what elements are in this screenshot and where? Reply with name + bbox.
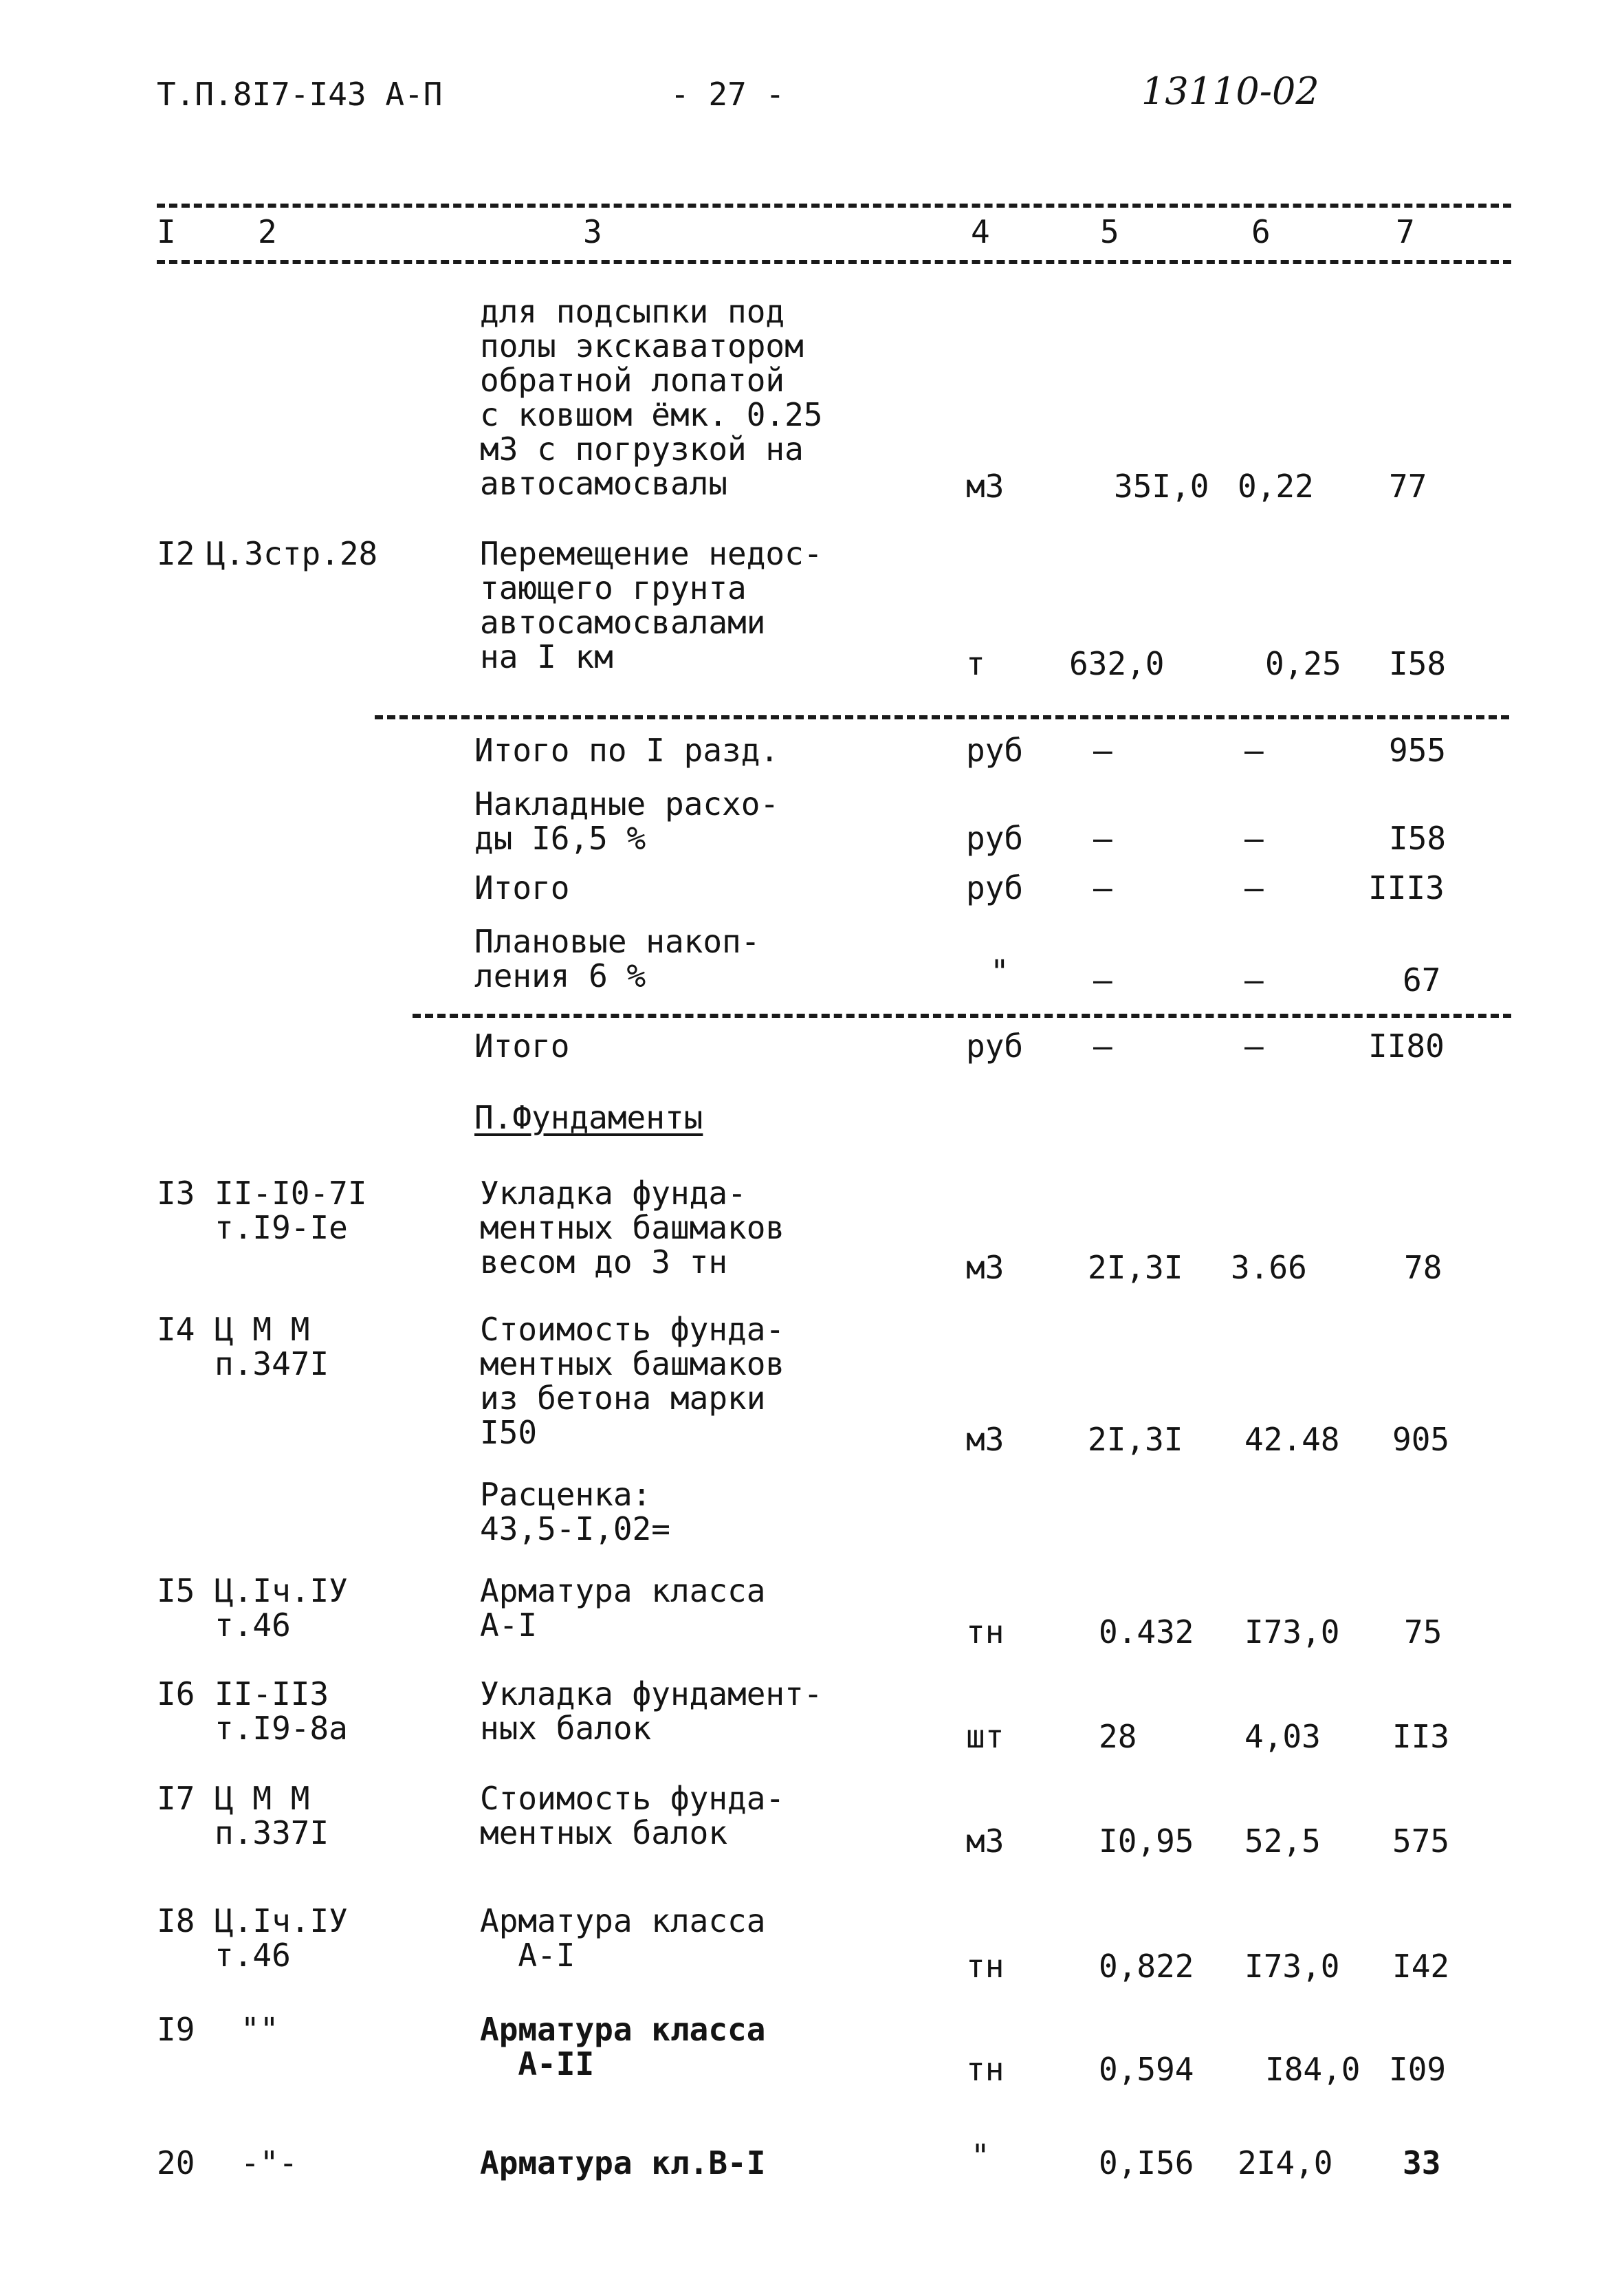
planned-savings-label: Плановые накоп- ления 6 % [474, 923, 760, 994]
row-description: Перемещение недос- тающего грунта автосамосвалами на I км [480, 535, 823, 675]
subtotal-unit: руб [966, 869, 1024, 906]
total-unit: руб [966, 732, 1024, 769]
row-reference: Ц М М п.347I [215, 1311, 329, 1382]
row-total: 77 [1389, 468, 1427, 505]
row-number: I3 [157, 1175, 195, 1212]
row-number: I8 [157, 1902, 195, 1939]
row-description: Арматура класса А-I [480, 1902, 766, 1974]
row-unit: м3 [966, 1249, 1005, 1286]
row-number: I6 [157, 1675, 195, 1712]
row-number: I7 [157, 1780, 195, 1817]
grand-total-value: II80 [1368, 1027, 1445, 1065]
grand-total-unit: руб [966, 1027, 1024, 1065]
overhead-value: I58 [1389, 820, 1447, 857]
row-reference: II-I0-7I т.I9-Iе [215, 1175, 367, 1246]
row-reference: Ц М М п.337I [215, 1780, 329, 1851]
page-number: - 27 - [670, 76, 785, 113]
row-total: 75 [1404, 1613, 1442, 1651]
row-total: 905 [1392, 1421, 1450, 1458]
row-number: I2 [157, 535, 195, 572]
row-quantity: 0.432 [1099, 1613, 1194, 1651]
row-description: Стоимость фунда- ментных башмаков из бетона марки I50 [480, 1311, 785, 1451]
row-description: Укладка фундамент- ных балок [480, 1675, 823, 1747]
row-description: Арматура класса А-I [480, 1572, 766, 1644]
row-quantity: 0,594 [1099, 2051, 1194, 2088]
row-quantity: 35I,0 [1114, 468, 1209, 505]
overhead-quantity: – [1093, 820, 1112, 857]
row-quantity: 632,0 [1069, 645, 1165, 682]
total-value: 955 [1389, 732, 1447, 769]
row-total: I58 [1389, 645, 1447, 682]
col-header-4: 4 [971, 213, 990, 250]
row-total: II3 [1392, 1718, 1450, 1755]
row-description: Арматура класса А-II [480, 2011, 766, 2082]
rate-note: Расценка: 43,5-I,02= [480, 1476, 670, 1547]
row-total: I42 [1392, 1948, 1450, 1985]
overhead-price: – [1244, 820, 1264, 857]
planned-savings-value: 67 [1403, 961, 1441, 999]
row-reference: "" [241, 2011, 279, 2048]
row-number: 20 [157, 2144, 195, 2181]
row-total: I09 [1389, 2051, 1447, 2088]
row-number: I9 [157, 2011, 195, 2048]
planned-savings-unit: " [990, 953, 1009, 990]
row-price: 0,22 [1238, 468, 1314, 505]
row-quantity: 28 [1099, 1718, 1137, 1755]
row-price: I84,0 [1265, 2051, 1361, 2088]
row-reference: Ц.Iч.IУ т.46 [215, 1902, 348, 1974]
total-price: – [1244, 732, 1264, 769]
planned-savings-price: – [1244, 961, 1264, 999]
row-reference: Ц.3стр.28 [206, 535, 378, 572]
row-total: 78 [1404, 1249, 1442, 1286]
row-price: 3.66 [1231, 1249, 1307, 1286]
row-unit: т [966, 645, 985, 682]
section-heading: П.Фундаменты [474, 1099, 703, 1136]
subtotal-value: III3 [1368, 869, 1445, 906]
row-quantity: I0,95 [1099, 1822, 1194, 1860]
row-quantity: 0,I56 [1099, 2144, 1194, 2181]
row-price: 2I4,0 [1238, 2144, 1333, 2181]
overhead-label: Накладные расхо- ды I6,5 % [474, 785, 780, 857]
overhead-unit: руб [966, 820, 1024, 857]
row-unit: тн [966, 1613, 1005, 1651]
row-price: 52,5 [1244, 1822, 1321, 1860]
row-reference: II-II3 т.I9-8а [215, 1675, 348, 1747]
col-header-5: 5 [1100, 213, 1119, 250]
row-price: 4,03 [1244, 1718, 1321, 1755]
col-header-7: 7 [1396, 213, 1415, 250]
row-description: Арматура кл.В-I [480, 2144, 766, 2181]
row-quantity: 2I,3I [1088, 1421, 1183, 1458]
row-quantity: 0,822 [1099, 1948, 1194, 1985]
col-header-3: 3 [583, 213, 602, 250]
grand-total-price: – [1244, 1027, 1264, 1065]
row-number: I4 [157, 1311, 195, 1348]
subtotal-quantity: – [1093, 869, 1112, 906]
grand-total-label: Итого [474, 1027, 570, 1065]
row-description: Укладка фунда- ментных башмаков весом до 3 тн [480, 1175, 785, 1281]
total-quantity: – [1093, 732, 1112, 769]
total-label: Итого по I разд. [474, 732, 780, 769]
row-unit: м3 [966, 468, 1005, 505]
row-unit: " [971, 2137, 990, 2175]
table-top-rule [157, 204, 1511, 208]
row-description: Стоимость фунда- ментных балок [480, 1780, 785, 1851]
grand-total-rule [413, 1014, 1511, 1018]
row-total: 33 [1403, 2144, 1441, 2181]
row-unit: м3 [966, 1421, 1005, 1458]
document-code: Т.П.8I7-I43 А-П [157, 76, 443, 113]
col-header-1: I [157, 213, 176, 250]
archive-number: 13110-02 [1141, 69, 1319, 113]
grand-total-quantity: – [1093, 1027, 1112, 1065]
header-bottom-rule [157, 260, 1511, 264]
row-unit: шт [966, 1718, 1005, 1755]
col-header-6: 6 [1251, 213, 1271, 250]
row-unit: тн [966, 2051, 1005, 2088]
row-price: I73,0 [1244, 1613, 1340, 1651]
row-price: 42.48 [1244, 1421, 1340, 1458]
subtotal-label: Итого [474, 869, 570, 906]
row-price: I73,0 [1244, 1948, 1340, 1985]
planned-savings-quantity: – [1093, 961, 1112, 999]
row-unit: тн [966, 1948, 1005, 1985]
col-header-2: 2 [258, 213, 277, 250]
row-number: I5 [157, 1572, 195, 1609]
subtotal-price: – [1244, 869, 1264, 906]
row-unit: м3 [966, 1822, 1005, 1860]
row-price: 0,25 [1265, 645, 1341, 682]
row-quantity: 2I,3I [1088, 1249, 1183, 1286]
section-total-rule [375, 715, 1509, 719]
row-reference: Ц.Iч.IУ т.46 [215, 1572, 348, 1644]
row-description: для подсыпки под полы экскаватором обратной лопатой с ковшом ёмк. 0.25 м3 с погрузкой на автосамосвалы [480, 293, 823, 502]
row-reference: -"- [241, 2144, 298, 2181]
row-total: 575 [1392, 1822, 1450, 1860]
